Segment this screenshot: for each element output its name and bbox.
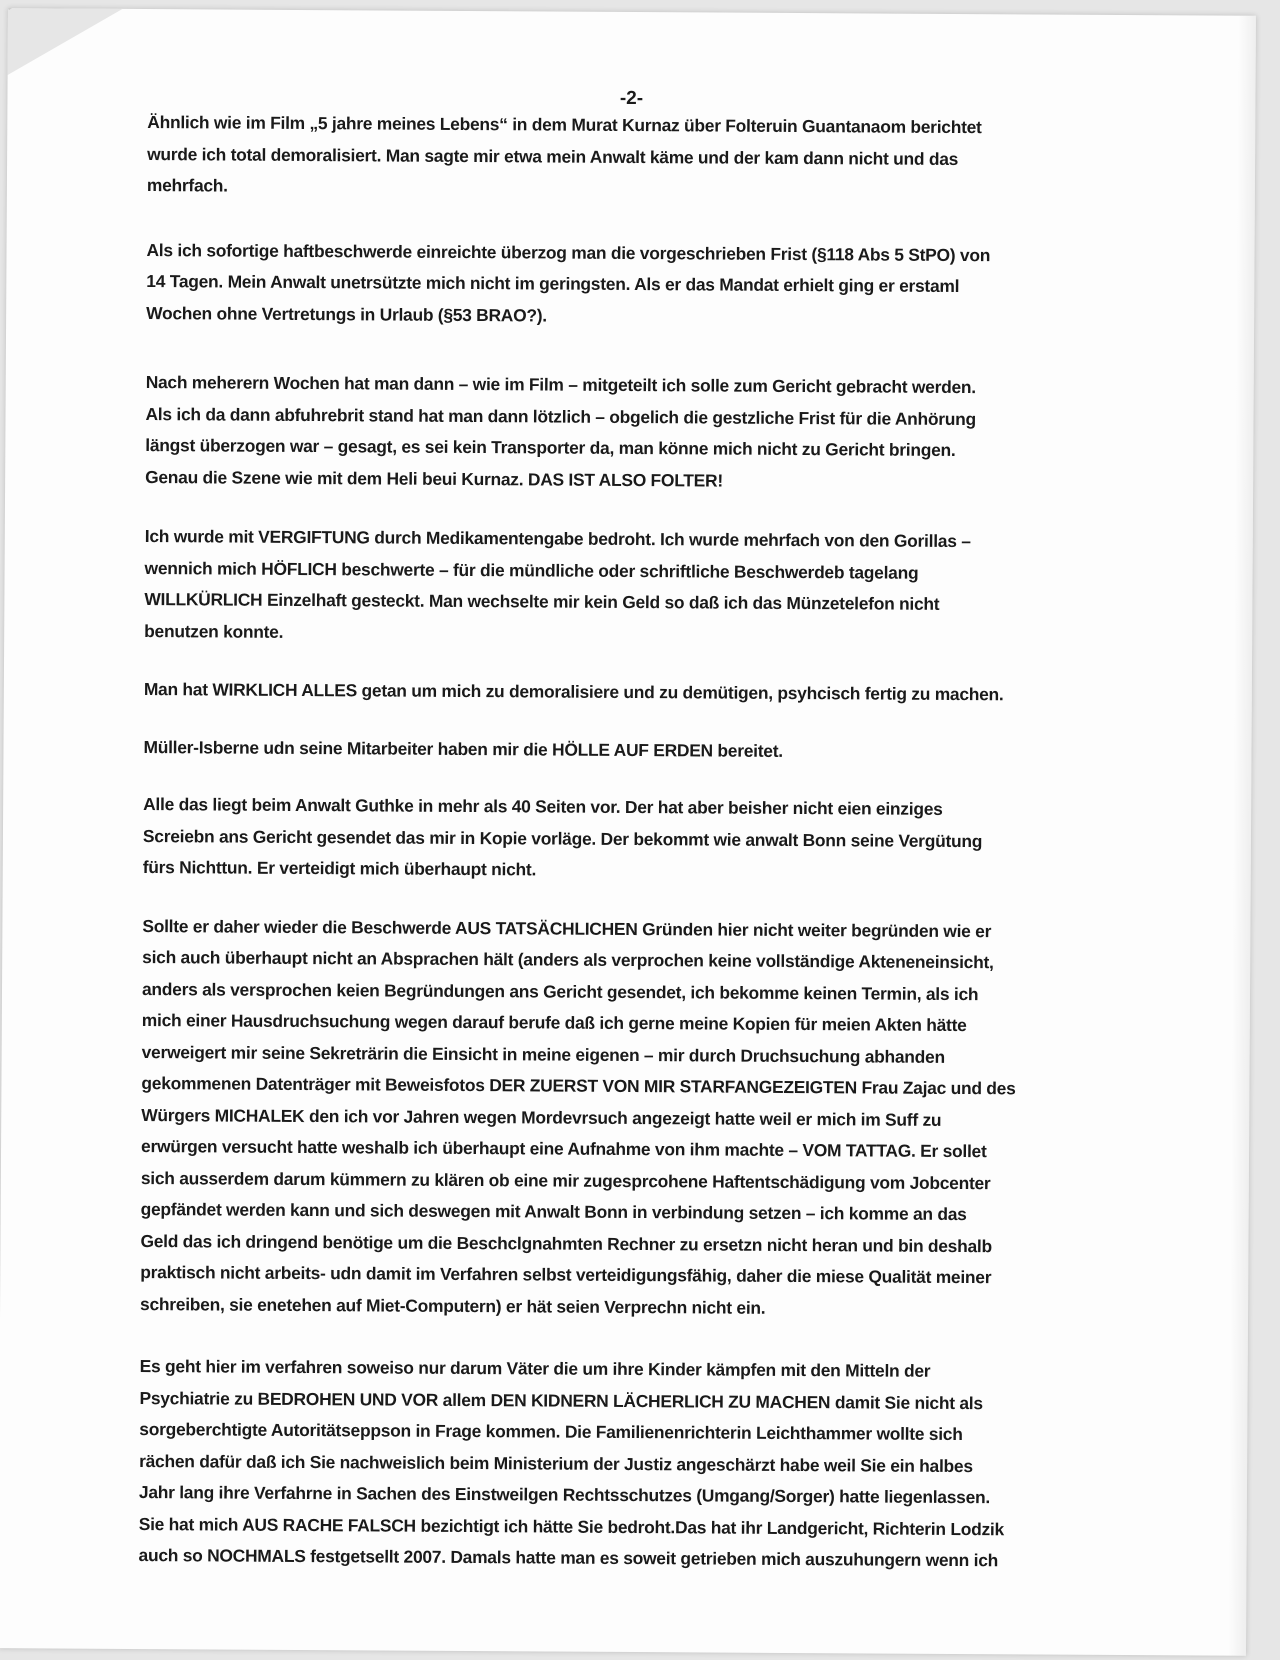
text-line: erwürgen versucht hatte weshalb ich überhaupt eine Aufnahme von ihm machte – VOM TATTAG. Er sollet [141, 1136, 987, 1162]
text-line: fürs Nichttun. Er verteidigt mich überhaupt nicht. [142, 857, 537, 880]
text-line: Ähnlich wie im Film „5 jahre meines Lebens“ in dem Murat Kurnaz über Folteruin Guantanaom berichtet [147, 112, 982, 138]
text-line: wennich mich HÖFLICH beschwerte – für die mündliche oder schriftliche Beschwerdeb tagelang [144, 557, 919, 583]
text-line: Sie hat mich AUS RACHE FALSCH bezichtigt ich hätte Sie bedroht.Das hat ihr Landgericht, Richterin Lodzik [138, 1513, 1005, 1539]
text-line: Sollte er daher wieder die Beschwerde AUS TATSÄCHLICHEN Gründen hier nicht weiter begründen wie er [142, 915, 992, 941]
paragraph-7 [143, 789, 1154, 890]
text-line: gekommenen Datenträger mit Beweisfotos DER ZUERST VON MIR STARFANGEZEIGTEN Frau Zajac und des [141, 1073, 1016, 1099]
text-line: sich ausserdem darum kümmern zu klären ob eine mir zugesprcohene Haftentschädigung vom Jobcenter [140, 1167, 991, 1193]
paragraph-1 [147, 107, 1158, 208]
text-line: Jahr lang ihre Verfahrne in Sachen des Einstweilgen Rechtsschutzes (Umgang/Sorger) hatte liegenlassen. [138, 1482, 991, 1508]
text-line: Ich wurde mit VERGIFTUNG durch Medikamentengabe bedroht. Ich wurde mehrfach von den Gorillas – [144, 526, 971, 552]
text-line: auch so NOCHMALS festgetsellt 2007. Damals hatte man es soweit getrieben mich auszuhungern wenn ich [138, 1545, 999, 1571]
text-line: mich einer Hausdruchsuchung wegen darauf berufe daß ich gerne meine Kopien für meien Akten hätte [141, 1010, 967, 1036]
text-line: anders als versprochen keien Begründungen ans Gericht gesendet, ich bekomme keinen Termin, als ich [141, 978, 979, 1004]
text-line: Screiebn ans Gericht gesendet das mir in Kopie vorläge. Der bekommt wie anwalt Bonn seine Vergütung [142, 825, 983, 851]
text-line: Alle das liegt beim Anwalt Guthke in mehr als 40 Seiten vor. Der hat aber beisher nicht eien einziges [143, 794, 943, 819]
text-line: Als ich da dann abfuhrebrit stand hat man dann lötzlich – obgelich die gestzliche Frist für die Anhörung [145, 403, 976, 429]
text-line: Es geht hier im verfahren soweiso nur darum Väter die um ihre Kinder kämpfen mit den Mitteln der [139, 1356, 931, 1381]
text-line: praktisch nicht arbeits- udn damit im Verfahren selbst verteidigungsfähig, daher die miese Qualität meiner [140, 1262, 992, 1288]
paragraph-2 [146, 235, 1157, 336]
text-line: 14 Tagen. Mein Anwalt unetrsützte mich nicht im geringsten. Als er das Mandat erhielt ging er erstaml [146, 271, 960, 297]
text-line: Wochen ohne Vertretungs in Urlaub (§53 BRAO?). [146, 302, 547, 325]
text-line: Genau die Szene wie mit dem Heli beui Kurnaz. DAS IST ALSO FOLTER! [145, 466, 723, 491]
paragraph-5 [144, 674, 1154, 712]
page-edge-shadow [1228, 16, 1256, 1656]
paragraph-3 [145, 367, 1156, 499]
text-line: rächen dafür daß ich Sie nachweislich beim Ministerium der Justiz angeschärzt habe weil Sie ein halbes [139, 1450, 973, 1476]
text-line: Müller-Isberne udn seine Mitarbeiter haben mir die HÖLLE AUF ERDEN bereitet. [143, 736, 783, 761]
text-line: mehrfach. [146, 175, 228, 196]
text-line: Nach meherern Wochen hat man dann – wie im Film – mitgeteilt ich solle zum Gericht gebracht werden. [145, 372, 976, 398]
text-line: sich auch überhaupt nicht an Absprachen hält (anders als verprochen keine vollständige Akteneneinsicht, [142, 947, 994, 973]
page-number: -2- [619, 87, 644, 110]
text-line: sorgeberchtigte Autoritätsepрson in Frage kommen. Die Familienenrichterin Leichthammer wollte sich [139, 1419, 963, 1445]
text-line: gepfändet werden kann und sich deswegen mit Anwalt Bonn in verbindung setzen – ich komme an das [140, 1199, 967, 1225]
text-line: Man hat WIRKLICH ALLES getan um mich zu demoralisiere und zu demütigen, psyhcisch fertig zu machen. [143, 679, 1004, 705]
text-line: benutzen konnte. [144, 620, 284, 642]
text-line: WILLKÜRLICH Einzelhaft gesteckt. Man wechselte mir kein Geld so daß ich das Münzetelefon nicht [144, 589, 940, 614]
paragraph-9 [138, 1351, 1149, 1578]
text-line: Geld das ich dringend benötige um die Beschclgnahmten Rechner zu ersetzn nicht heran und bin deshalb [140, 1230, 992, 1256]
paragraph-8 [140, 911, 1152, 1327]
text-line: wurde ich total demoralisiert. Man sagte mir etwa mein Anwalt käme und der kam dann nicht und das [147, 143, 959, 169]
text-line: schreiben, sie enetehen auf Miet-Computern) er hät seien Verprechn nicht ein. [140, 1293, 766, 1318]
text-line: Würgers MICHALEK den ich vor Jahren wegen Mordevrsuch angezeigt hatte weil er mich im Suff zu [141, 1104, 942, 1130]
text-line: längst überzogen war – gesagt, es sei kein Transporter da, man könne mich nicht zu Gericht bringen. [145, 435, 956, 460]
letter-body [138, 107, 1157, 1578]
text-line: Psychiatrie zu BEDROHEN UND VOR allem DEN KIDNERN LÄCHERLICH ZU MACHEN damit Sie nicht als [139, 1387, 983, 1413]
paragraph-6 [143, 732, 1153, 770]
text-line: Als ich sofortige haftbeschwerde einreichte überzog man die vorgeschrieben Frist (§118 Abs 5 StPO) von [146, 239, 991, 265]
text-line: verweigert mir seine Sekreträrin die Einsicht in meine eigenen – mir durch Druchsuchung abhanden [141, 1041, 945, 1067]
document-page [0, 8, 1256, 1656]
folded-corner [6, 8, 126, 77]
paragraph-4 [144, 521, 1155, 653]
